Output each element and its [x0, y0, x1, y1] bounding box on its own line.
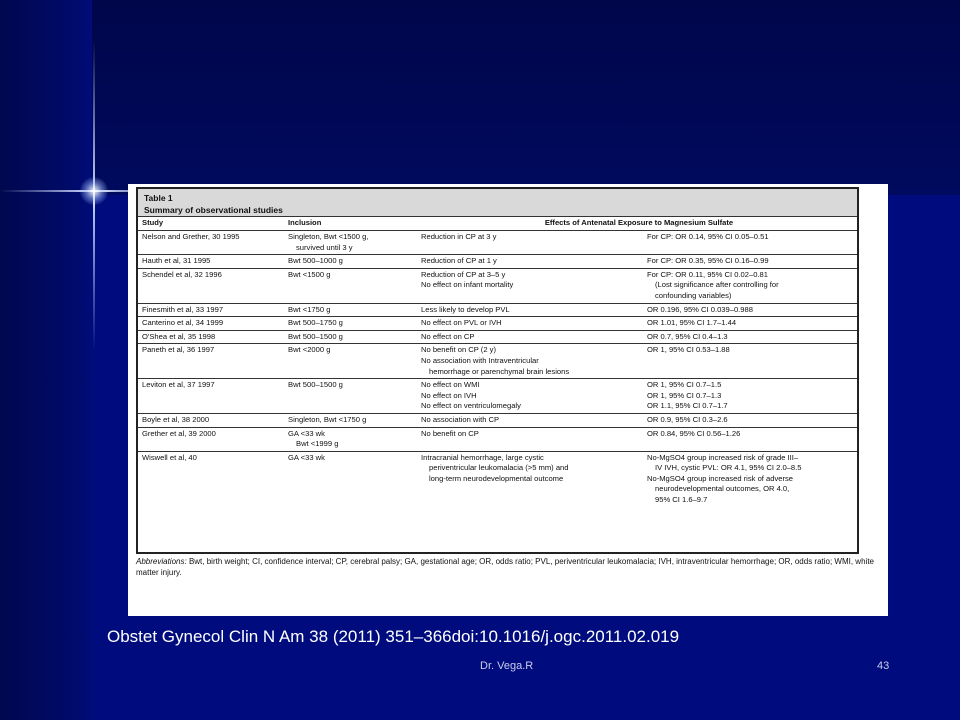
result-cell-line: OR 0.7, 95% CI 0.4–1.3 [647, 331, 728, 341]
table-header [138, 189, 857, 217]
result-cell-line: OR 0.196, 95% CI 0.039–0.988 [647, 304, 753, 314]
result-cell-line: For CP: OR 0.11, 95% CI 0.02–0.81 [647, 269, 768, 279]
inclusion-cell-line: GA <33 wk [288, 428, 325, 438]
effect-cell [417, 379, 643, 413]
effect-cell-line: hemorrhage or parenchymal brain lesions [429, 366, 570, 376]
study-cell-line: Hauth et al, 31 1995 [142, 256, 211, 266]
result-cell-line: OR 1, 95% CI 0.7–1.5 [647, 380, 722, 390]
inclusion-cell [284, 331, 417, 344]
result-cell-line: OR 0.9, 95% CI 0.3–2.6 [647, 414, 728, 424]
table-row [138, 331, 857, 345]
inclusion-cell-line: Singleton, Bwt <1500 g, [288, 232, 369, 241]
effect-cell-line: Less likely to develop PVL [421, 304, 510, 314]
effect-cell-line: No effect on infant mortality [421, 280, 514, 290]
table-subtitle: Summary of observational studies [144, 205, 283, 215]
result-cell [643, 304, 857, 317]
effect-cell [417, 331, 643, 344]
table-row [138, 317, 857, 331]
study-cell-line: O'Shea et al, 35 1998 [142, 331, 216, 341]
study-cell [138, 414, 284, 427]
footer-page-number: 43 [877, 660, 890, 672]
slide-background-left [0, 0, 92, 720]
result-cell-line: OR 1, 95% CI 0.53–1.88 [647, 345, 730, 355]
table-row [138, 269, 857, 304]
result-cell-line: OR 1, 95% CI 0.7–1.3 [647, 390, 722, 400]
effect-cell-line: No association with Intraventricular [421, 355, 539, 365]
result-cell [643, 269, 857, 303]
effect-cell-line: No effect on IVH [421, 390, 477, 400]
column-header-study: Study [142, 218, 164, 228]
result-cell-line: confounding variables) [655, 290, 732, 300]
study-cell [138, 379, 284, 413]
study-cell-line: Grether et al, 39 2000 [142, 428, 216, 438]
inclusion-cell-line: Bwt <2000 g [288, 345, 331, 355]
effect-cell-line: periventricular leukomalacia (>5 mm) and [429, 463, 569, 473]
inclusion-cell [284, 452, 417, 507]
study-cell-line: Paneth et al, 36 1997 [142, 345, 215, 355]
column-header-effects: Effects of Antenatal Exposure to Magnesium Sulfate [544, 218, 734, 228]
table-row [138, 379, 857, 414]
result-cell-line: No-MgSO4 group increased risk of grade III– [647, 452, 799, 462]
citation-text: Obstet Gynecol Clin N Am 38 (2011) 351–366doi:10.1016/j.ogc.2011.02.019 [107, 627, 680, 646]
effect-cell [417, 414, 643, 427]
inclusion-cell-line: survived until 3 y [296, 242, 353, 252]
study-cell [138, 304, 284, 317]
result-cell-line: IV IVH, cystic PVL: OR 4.1, 95% CI 2.0–8.5 [655, 463, 802, 473]
effect-cell-line: Reduction in CP at 3 y [421, 232, 497, 241]
study-cell [138, 331, 284, 344]
result-cell [643, 379, 857, 413]
effect-cell [417, 269, 643, 303]
table-image [128, 184, 888, 616]
study-cell [138, 344, 284, 378]
effect-cell-line: No benefit on CP (2 y) [421, 345, 496, 355]
study-cell-line: Finesmith et al, 33 1997 [142, 304, 224, 314]
table-row [138, 414, 857, 428]
inclusion-cell [284, 379, 417, 413]
study-cell-line: Leviton et al, 37 1997 [142, 380, 215, 390]
inclusion-cell [284, 231, 417, 254]
inclusion-cell-line: Bwt <1999 g [296, 439, 339, 449]
effect-cell-line: No effect on ventriculomegaly [421, 401, 521, 411]
result-cell-line: 95% CI 1.6–9.7 [655, 495, 708, 505]
result-cell [643, 231, 857, 254]
abbreviations-label: Abbreviations: [136, 557, 187, 566]
study-cell [138, 269, 284, 303]
result-cell-line: neurodevelopmental outcomes, OR 4.0, [655, 484, 790, 494]
effect-cell [417, 304, 643, 317]
table-row [138, 344, 857, 379]
study-cell [138, 428, 284, 451]
table-row [138, 452, 857, 507]
inclusion-cell-line: Bwt 500–1750 g [288, 318, 343, 328]
effect-cell-line: No effect on PVL or IVH [421, 318, 502, 328]
inclusion-cell [284, 344, 417, 378]
result-cell-line: OR 1.1, 95% CI 0.7–1.7 [647, 401, 728, 411]
effect-cell [417, 231, 643, 254]
table-row [138, 428, 857, 452]
result-cell-line: For CP: OR 0.14, 95% CI 0.05–0.51 [647, 232, 769, 241]
study-cell-line: Wiswell et al, 40 [142, 452, 197, 462]
inclusion-cell-line: Bwt 500–1000 g [288, 256, 343, 266]
footer-author: Dr. Vega.R [480, 660, 534, 672]
abbreviations-text: Bwt, birth weight; CI, confidence interval; CP, cerebral palsy; GA, gestational age; OR, odds ratio; PVL, periventricular leukomalacia; IVH, intraventricular hemorrhage; OR, odds ratio; WMI, white matter injury. [136, 557, 874, 577]
table-body [138, 231, 857, 507]
result-cell-line: For CP: OR 0.35, 95% CI 0.16–0.99 [647, 256, 769, 266]
light-flare-glow [80, 177, 108, 205]
effect-cell-line: No effect on CP [421, 331, 475, 341]
effect-cell [417, 317, 643, 330]
study-cell-line: Canterino et al, 34 1999 [142, 318, 224, 328]
result-cell-line: OR 1.01, 95% CI 1.7–1.44 [647, 318, 737, 328]
table-abbreviations [136, 556, 878, 578]
table-column-headers [138, 217, 857, 231]
inclusion-cell-line: GA <33 wk [288, 452, 325, 462]
result-cell [643, 255, 857, 268]
result-cell-line: (Lost significance after controlling for [655, 280, 779, 290]
result-cell [643, 331, 857, 344]
result-cell-line: No-MgSO4 group increased risk of adverse [647, 473, 794, 483]
study-cell [138, 231, 284, 254]
inclusion-cell [284, 269, 417, 303]
result-cell [643, 344, 857, 378]
inclusion-cell [284, 255, 417, 268]
summary-table [136, 187, 859, 554]
result-cell [643, 317, 857, 330]
study-cell [138, 317, 284, 330]
inclusion-cell-line: Singleton, Bwt <1750 g [288, 414, 367, 424]
result-cell [643, 452, 857, 507]
table-title: Table 1 [144, 193, 173, 203]
inclusion-cell-line: Bwt <1500 g [288, 269, 331, 279]
result-cell [643, 414, 857, 427]
effect-cell [417, 428, 643, 451]
inclusion-cell-line: Bwt 500–1500 g [288, 331, 343, 341]
column-header-inclusion: Inclusion [288, 218, 322, 228]
study-cell-line: Schendel et al, 32 1996 [142, 269, 222, 279]
table-row [138, 255, 857, 269]
effect-cell-line: Intracranial hemorrhage, large cystic [421, 452, 544, 462]
effect-cell [417, 452, 643, 507]
study-cell-line: Nelson and Grether, 30 1995 [142, 232, 240, 241]
effect-cell-line: No association with CP [421, 414, 500, 424]
inclusion-cell [284, 414, 417, 427]
study-cell [138, 255, 284, 268]
table-row [138, 231, 857, 255]
inclusion-cell-line: Bwt <1750 g [288, 304, 331, 314]
effect-cell-line: long-term neurodevelopmental outcome [429, 473, 564, 483]
result-cell [643, 428, 857, 451]
effect-cell-line: Reduction of CP at 3–5 y [421, 269, 506, 279]
inclusion-cell [284, 304, 417, 317]
inclusion-cell-line: Bwt 500–1500 g [288, 380, 343, 390]
study-cell-line: Boyle et al, 38 2000 [142, 414, 210, 424]
effect-cell-line: No effect on WMI [421, 380, 480, 390]
inclusion-cell [284, 317, 417, 330]
effect-cell-line: No benefit on CP [421, 428, 479, 438]
effect-cell-line: Reduction of CP at 1 y [421, 256, 497, 266]
slide-background-top-band [92, 0, 960, 195]
result-cell-line: OR 0.84, 95% CI 0.56–1.26 [647, 428, 741, 438]
effect-cell [417, 344, 643, 378]
table-row [138, 304, 857, 318]
study-cell [138, 452, 284, 507]
effect-cell [417, 255, 643, 268]
inclusion-cell [284, 428, 417, 451]
